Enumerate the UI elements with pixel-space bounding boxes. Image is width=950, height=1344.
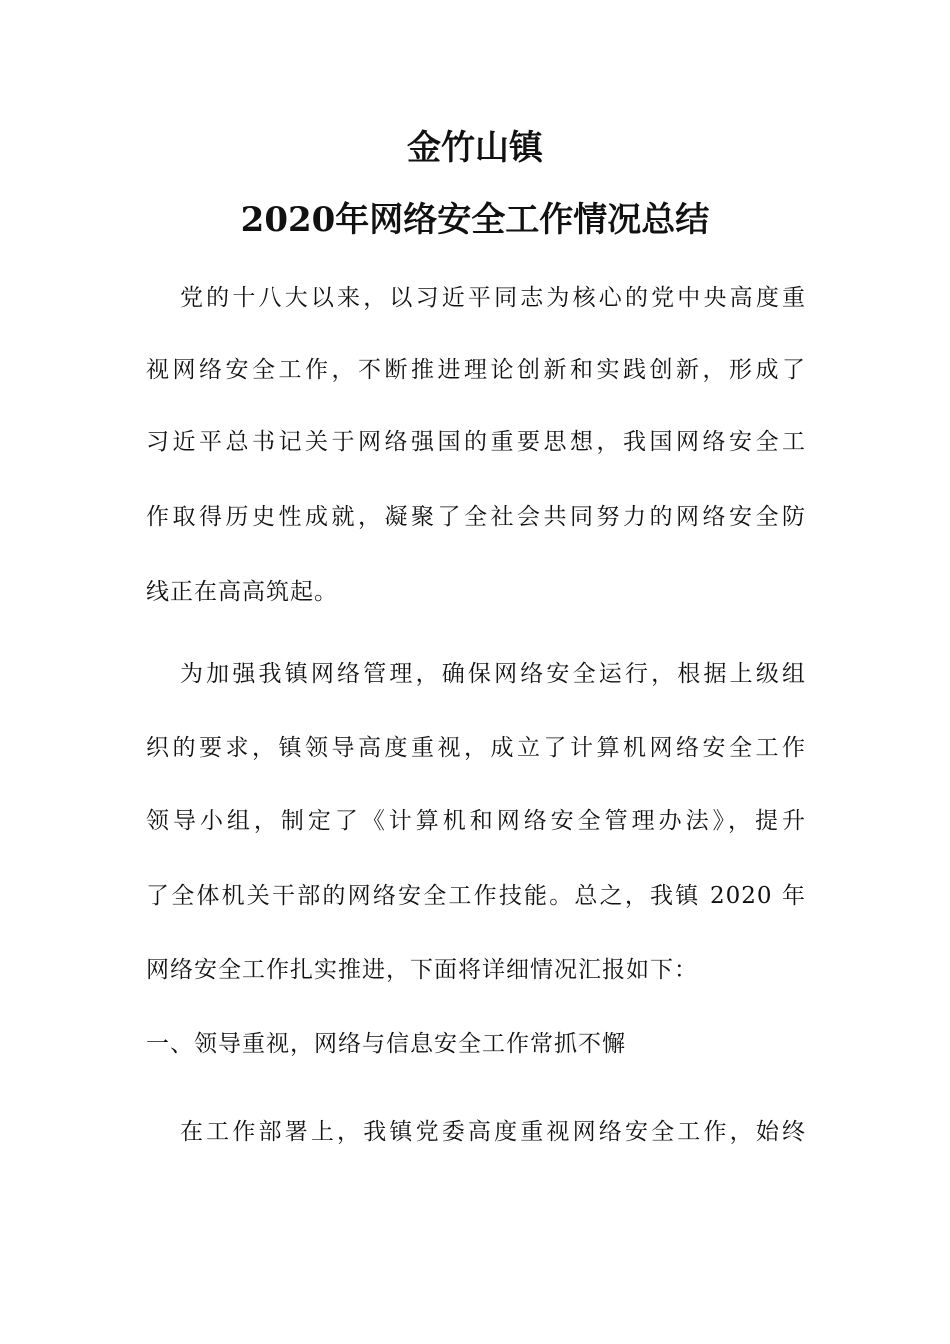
document-title-town: 金竹山镇 [407,128,543,168]
document-title-summary: 2020年网络安全工作情况总结 [240,200,710,240]
paragraph-1-line-5: 线正在高高筑起。 [146,579,338,605]
paragraph-1-line-4: 作取得历史性成就，凝聚了全社会共同努力的网络安全防 [146,504,806,530]
paragraph-2-line-4: 了全体机关干部的网络安全工作技能。总之，我镇 2020 年 [146,883,806,909]
paragraph-2-line-1: 为加强我镇网络管理，确保网络安全运行，根据上级组 [180,661,806,687]
section-heading-1: 一、领导重视，网络与信息安全工作常抓不懈 [146,1031,626,1057]
paragraph-1-line-2: 视网络安全工作，不断推进理论创新和实践创新，形成了 [146,357,806,383]
paragraph-1-line-1: 党的十八大以来，以习近平同志为核心的党中央高度重 [180,285,806,311]
paragraph-2-line-3: 领导小组，制定了《计算机和网络安全管理办法》，提升 [146,808,806,834]
paragraph-2-line-5: 网络安全工作扎实推进，下面将详细情况汇报如下： [146,957,698,983]
paragraph-2-line-2: 织的要求，镇领导高度重视，成立了计算机网络安全工作 [146,735,806,761]
paragraph-3-line-1: 在工作部署上，我镇党委高度重视网络安全工作，始终 [180,1119,806,1145]
paragraph-1-line-3: 习近平总书记关于网络强国的重要思想，我国网络安全工 [146,429,806,455]
